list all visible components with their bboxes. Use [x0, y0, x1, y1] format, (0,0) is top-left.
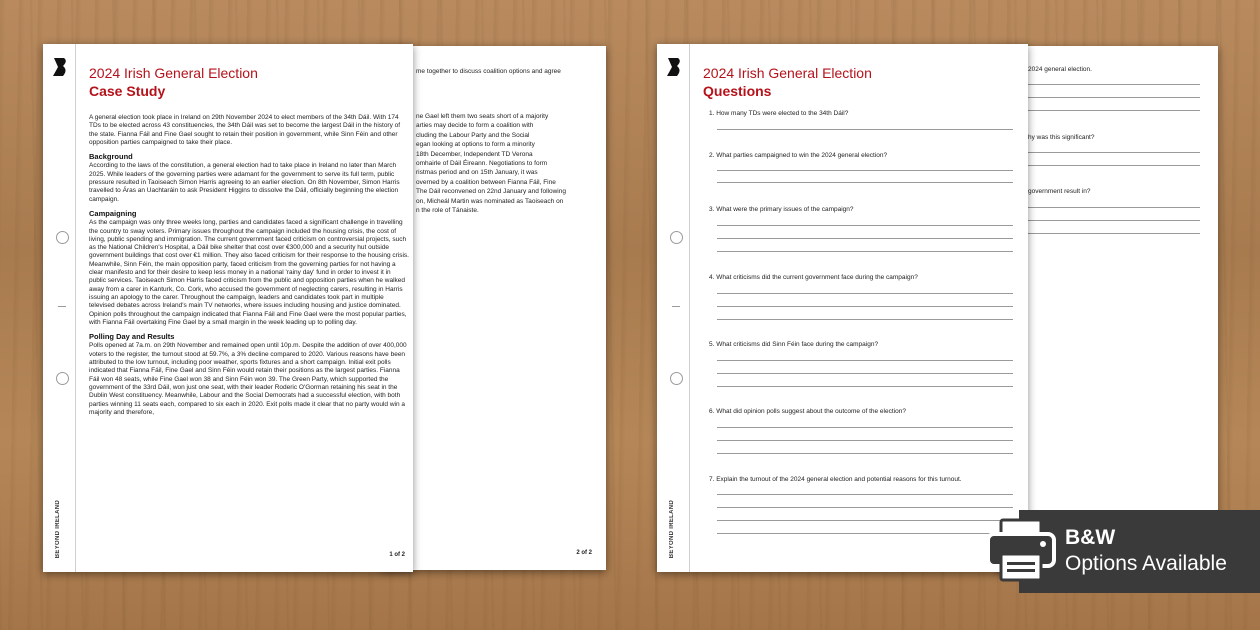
- back-snippet-2: hy was this significant?: [1028, 134, 1095, 141]
- answer-line: [1028, 152, 1200, 153]
- answer-line: [1028, 220, 1200, 221]
- page-number-1: 1 of 2: [389, 552, 405, 558]
- answer-line: [1028, 84, 1200, 85]
- answer-line: [717, 182, 1013, 183]
- page2-line: omhairle of Dáil Éireann. Negotiations to form: [416, 160, 548, 168]
- page-subtitle: Questions: [703, 83, 772, 99]
- answer-line: [717, 293, 1013, 294]
- answer-line: [717, 238, 1013, 239]
- section-text-background: According to the laws of the constitution, a general election had to take place in Ireland no later than March 2025. While leaders of the governing parties were adamant for the government to serve its full term, public pressure resulted in Taoiseach Simon Harris agreeing to an earlier election. On 8th November, Simon Harris travelled to Áras an Uachtaráin to ask President Higgins to dissolve the Dáil, officially beginning the election campaign.: [89, 162, 400, 203]
- page2-line: ne Gael left them two seats short of a majority: [416, 113, 549, 120]
- page2-line: arties may decide to form a coalition with: [416, 122, 534, 130]
- answer-line: [717, 507, 1013, 508]
- punch-hole-bottom: [670, 372, 683, 385]
- page2-text-block: [416, 112, 602, 215]
- answer-line: [717, 427, 1013, 428]
- question-1: 1. How many TDs were elected to the 34th Dáil?: [709, 110, 849, 117]
- back-snippet-1: 2024 general election.: [1028, 66, 1092, 73]
- answer-line: [717, 373, 1013, 374]
- answer-line: [717, 520, 1013, 521]
- answer-line: [1028, 97, 1200, 98]
- answer-line: [1028, 233, 1200, 234]
- question-3: 3. What were the primary issues of the campaign?: [709, 206, 854, 213]
- answer-line: [717, 533, 1013, 534]
- beyond-logo-icon: [665, 56, 683, 78]
- page2-line: cluding the Labour Party and the Social: [416, 131, 530, 139]
- answer-line: [717, 319, 1013, 320]
- page-title: 2024 Irish General Election: [89, 65, 258, 81]
- page-title: 2024 Irish General Election: [703, 65, 872, 81]
- answer-line: [717, 225, 1013, 226]
- page2-line: n the role of Tánaiste.: [416, 207, 479, 215]
- answer-line: [717, 494, 1013, 495]
- question-2: 2. What parties campaigned to win the 2024 general election?: [709, 152, 888, 159]
- fold-tick: [672, 306, 680, 307]
- answer-line: [717, 360, 1013, 361]
- answer-line: [717, 440, 1013, 441]
- section-heading-campaigning: Campaigning: [89, 208, 137, 218]
- margin-line: [689, 44, 690, 572]
- case-study-page-1: [43, 44, 413, 572]
- punch-hole-bottom: [56, 372, 69, 385]
- badge-subtitle: Options Available: [1065, 552, 1227, 575]
- page-number-2: 2 of 2: [576, 550, 592, 556]
- answer-line: [717, 251, 1013, 252]
- questions-page-2: [996, 46, 1218, 570]
- case-study-body: [89, 114, 409, 423]
- questions-page-1: [657, 44, 1028, 572]
- page2-line: on, Micheál Martin was nominated as Taoiseach on: [416, 197, 564, 205]
- brand-vertical-label: BEYOND IRELAND: [669, 499, 675, 558]
- intro-paragraph: A general election took place in Ireland on 29th November 2024 to elect members of the 34th Dáil. With 174 TDs to be elected across 43 constituencies, the 34th Dáil was set to become the largest Dáil in the history of the state. Fianna Fáil and Fine Gael sought to retain their position in government, while Sinn Féin and other opposition parties campaigned to take their place.: [89, 114, 401, 146]
- beyond-logo-icon: [51, 56, 69, 78]
- printer-icon: [985, 518, 1057, 584]
- section-heading-polling: Polling Day and Results: [89, 332, 175, 342]
- page2-line: egan looking at options to form a minority: [416, 141, 535, 149]
- section-text-polling: Polls opened at 7a.m. on 29th November and remained open until 10p.m. Despite the addition of over 400,000 voters to the register, the turnout stood at 59.7%, a 3% decline compared to 2020. Various reasons have been attributed to the low turnout, including poor weather, sports fixtures and a short campaign. Initial exit polls indicated that Fianna Fáil, Fine Gael and Sinn Féin would retain their positions as the largest parties. Fianna Fáil won 48 seats, while Fine Gael won 38 and Sinn Féin won 39. The Green Party, which supported the government of the 33rd Dáil, won just one seat, with their leader Roderic O'Gorman retaining his seat in the Dublin West constituency. Meanwhile, Labour and the Social Democrats had a successful election, with both parties winning 11 seats each, compared to six each in 2020. Exit polls made it clear that no party would win a majority and therefore,: [89, 342, 407, 416]
- section-heading-background: Background: [89, 152, 133, 162]
- section-text-campaigning: As the campaign was only three weeks long, parties and candidates faced a significant challenge in travelling the country to sway voters. Primary issues throughout the campaign included the housing crisis, the cost of living, public spending and immigration. The current government faced criticism on controversial projects, such as the National Children's Hospital, a Dáil bike shelter that cost over €300,000 and a security hut outside government buildings that cost over €1 million. They also faced criticism for their response to the housing crisis. Meanwhile, Sinn Féin, the main opposition party, faced criticism from the governing parties for not having a clear manifesto and for their desire to keep less money in a national 'rainy day' fund in order to invest it in public services. Taoiseach Simon Harris faced criticism from the public and opposition parties when he walked away from a carer in Kanturk, Co. Cork, who accused the government of neglecting carers, resulting in Harris issuing an apology to the carer. Throughout the campaign, leaders and candidates took part in multiple televised debates across Ireland's main TV networks, where issues including housing and justice dominated. Opinion polls throughout the campaign indicated that Fianna Fáil and Fine Gael were the most popular parties, with Fianna Fáil overtaking Fine Gael by a small margin in the week leading up to polling day.: [89, 219, 409, 326]
- page2-top-line: me together to discuss coalition options and agree: [416, 68, 561, 75]
- page2-line: The Dáil reconvened on 22nd January and following: [416, 188, 566, 196]
- back-snippet-3: government result in?: [1028, 188, 1091, 195]
- badge-title: B&W: [1065, 526, 1116, 549]
- bw-options-badge: [1019, 510, 1260, 593]
- answer-line: [1028, 165, 1200, 166]
- answer-line: [717, 386, 1013, 387]
- answer-line: [717, 170, 1013, 171]
- question-7: 7. Explain the turnout of the 2024 general election and potential reasons for this turnout.: [709, 476, 962, 483]
- case-study-page-2: [380, 46, 606, 570]
- answer-line: [717, 129, 1013, 130]
- page2-line: overned by a coalition between Fianna Fáil, Fine: [416, 178, 556, 186]
- question-6: 6. What did opinion polls suggest about the outcome of the election?: [709, 408, 906, 415]
- brand-vertical-label: BEYOND IRELAND: [55, 499, 61, 558]
- answer-line: [1028, 110, 1200, 111]
- fold-tick: [58, 306, 66, 307]
- page2-line: 18th December, Independent TD Verona: [416, 150, 533, 158]
- punch-hole-top: [670, 231, 683, 244]
- question-5: 5. What criticisms did Sinn Féin face during the campaign?: [709, 341, 879, 348]
- answer-line: [717, 306, 1013, 307]
- answer-line: [1028, 207, 1200, 208]
- margin-line: [75, 44, 76, 572]
- question-4: 4. What criticisms did the current government face during the campaign?: [709, 274, 918, 281]
- answer-line: [717, 453, 1013, 454]
- page2-line: ristmas period and on 15th January, it was: [416, 169, 538, 177]
- page-subtitle: Case Study: [89, 83, 166, 99]
- punch-hole-top: [56, 231, 69, 244]
